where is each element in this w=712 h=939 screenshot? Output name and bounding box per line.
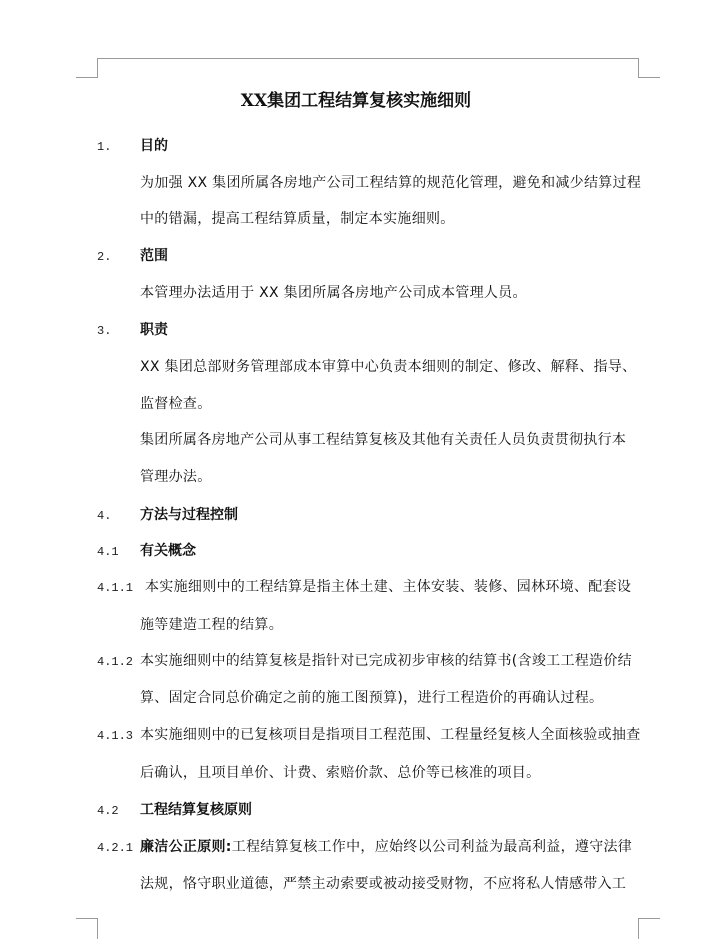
corner-mark-top-left-v <box>97 58 98 78</box>
section-number: 3. <box>97 324 112 338</box>
corner-mark-bottom-right-v <box>638 918 639 939</box>
paragraph-line: 算、固定合同总价确定之前的施工图预算)，进行工程造价的再确认过程。 <box>140 690 604 706</box>
paragraph-line: 集团所属各房地产公司从事工程结算复核及其他有关责任人员负责贯彻执行本 <box>140 432 627 448</box>
section-number: 1. <box>97 140 112 154</box>
corner-mark-top-right-v <box>638 58 639 78</box>
corner-mark-bottom-left-h <box>76 918 98 919</box>
section-number: 2. <box>97 250 112 264</box>
paragraph-line: 为加强 XX 集团所属各房地产公司工程结算的规范化管理，避免和减少结算过程 <box>140 175 642 191</box>
section-heading: 职责 <box>140 322 168 338</box>
corner-mark-bottom-left-v <box>97 918 98 939</box>
paragraph-line <box>140 840 632 854</box>
section-heading: 方法与过程控制 <box>140 507 238 523</box>
paragraph-line: 施等建造工程的结算。 <box>140 617 283 633</box>
paragraph-line: 本实施细则中的工程结算是指主体土建、主体安装、装修、园林环境、配套设 <box>145 579 632 595</box>
clause-number: 4.1.2 <box>97 655 134 669</box>
paragraph-line: XX 集团总部财务管理部成本审算中心负责本细则的制定、修改、解释、指导、 <box>140 359 637 375</box>
paragraph-line: 本管理办法适用于 XX 集团所属各房地产公司成本管理人员。 <box>140 285 527 301</box>
section-heading: 范围 <box>140 248 168 264</box>
clause-text: 工程结算复核工作中，应始终以公司利益为最高利益，遵守法律 <box>231 839 633 855</box>
document-title: XX集团工程结算复核实施细则 <box>240 91 472 111</box>
clause-lead-term: 廉洁公正原则: <box>140 839 232 855</box>
clause-number: 4.2.1 <box>97 841 134 855</box>
clause-number: 4.1.1 <box>97 581 134 595</box>
paragraph-line: 法规，恪守职业道德，严禁主动索要或被动接受财物，不应将私人情感带入工 <box>140 876 627 892</box>
section-heading: 目的 <box>140 138 168 154</box>
clause-number: 4.1.3 <box>97 729 134 743</box>
paragraph-line: 本实施细则中的结算复核是指针对已完成初步审核的结算书(含竣工工程造价结 <box>140 653 632 669</box>
section-number: 4. <box>97 509 112 523</box>
paragraph-line: 管理办法。 <box>140 469 212 485</box>
paragraph-line: 监督检查。 <box>140 396 212 412</box>
top-margin-line <box>97 58 639 59</box>
section-number: 4.1 <box>97 545 119 559</box>
section-heading: 有关概念 <box>140 543 196 559</box>
corner-mark-bottom-right-h <box>638 918 660 919</box>
paragraph-line: 后确认，且项目单价、计费、索赔价款、总价等已核准的项目。 <box>140 765 541 781</box>
paragraph-line: 本实施细则中的已复核项目是指项目工程范围、工程量经复核人全面核验或抽查 <box>140 727 641 743</box>
corner-mark-top-right-h <box>638 77 660 78</box>
corner-mark-top-left-h <box>76 77 98 78</box>
section-heading: 工程结算复核原则 <box>140 802 252 818</box>
section-number: 4.2 <box>97 804 119 818</box>
paragraph-line: 中的错漏，提高工程结算质量，制定本实施细则。 <box>140 211 455 227</box>
